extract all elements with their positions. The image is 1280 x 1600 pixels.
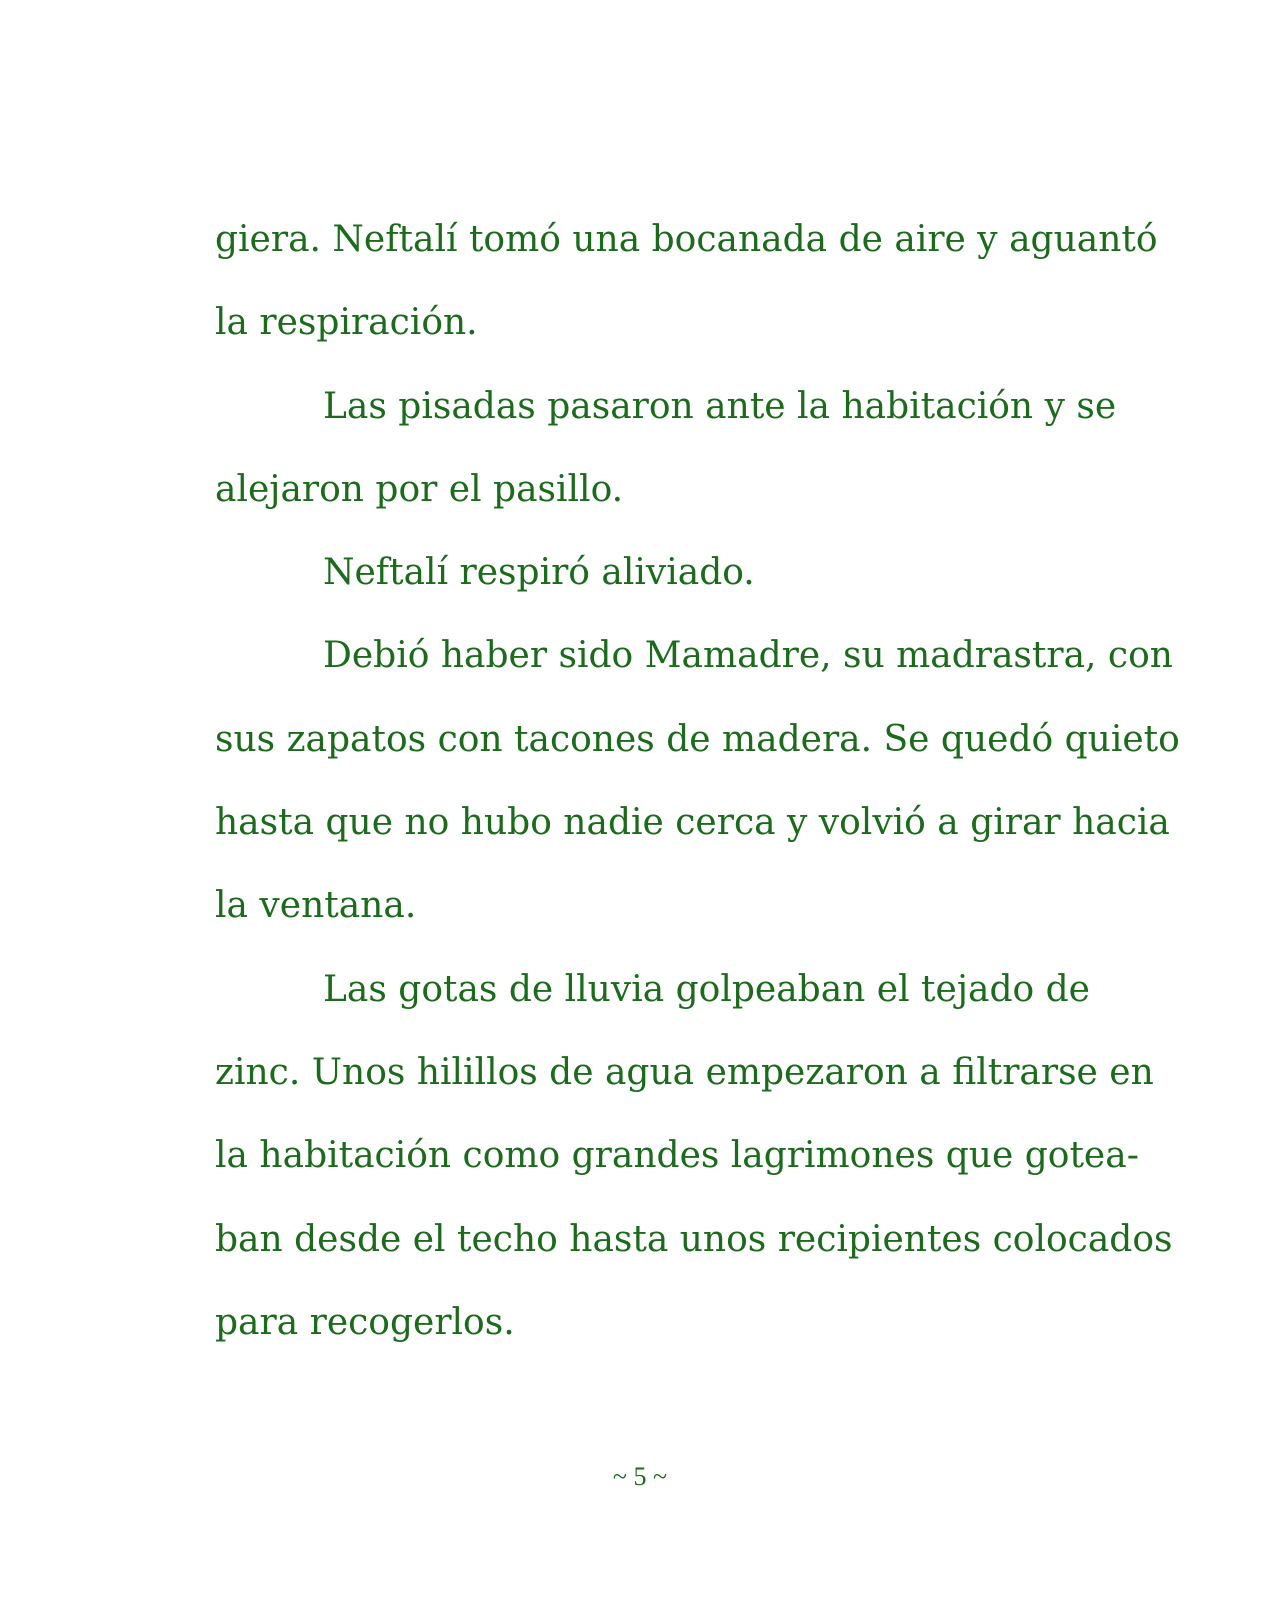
text-line: Neftalí respiró aliviado. xyxy=(323,552,755,594)
text-line: Las gotas de lluvia golpeaban el tejado de xyxy=(323,968,1090,1010)
page-number: ~ 5 ~ xyxy=(612,1462,668,1491)
text-line: la respiración. xyxy=(215,302,478,344)
text-line: sus zapatos con tacones de madera. Se quedó quieto xyxy=(215,718,1180,760)
text-line: hasta que no hubo nadie cerca y volvió a girar hacia xyxy=(215,802,1170,844)
text-line: la habitación como grandes lagrimones que gotea- xyxy=(215,1135,1139,1177)
text-line: ban desde el techo hasta unos recipientes colocados xyxy=(215,1218,1173,1260)
text-line: zinc. Unos hilillos de agua empezaron a filtrarse en xyxy=(215,1051,1154,1093)
body-text xyxy=(215,198,1180,1364)
text-line: alejaron por el pasillo. xyxy=(215,468,624,510)
text-line: Las pisadas pasaron ante la habitación y se xyxy=(323,385,1117,427)
text-line: giera. Neftalí tomó una bocanada de aire y aguantó xyxy=(215,219,1158,260)
text-line: para recogerlos. xyxy=(215,1301,515,1343)
text-line: la ventana. xyxy=(215,885,417,927)
text-line: Debió haber sido Mamadre, su madrastra, con xyxy=(323,635,1173,677)
